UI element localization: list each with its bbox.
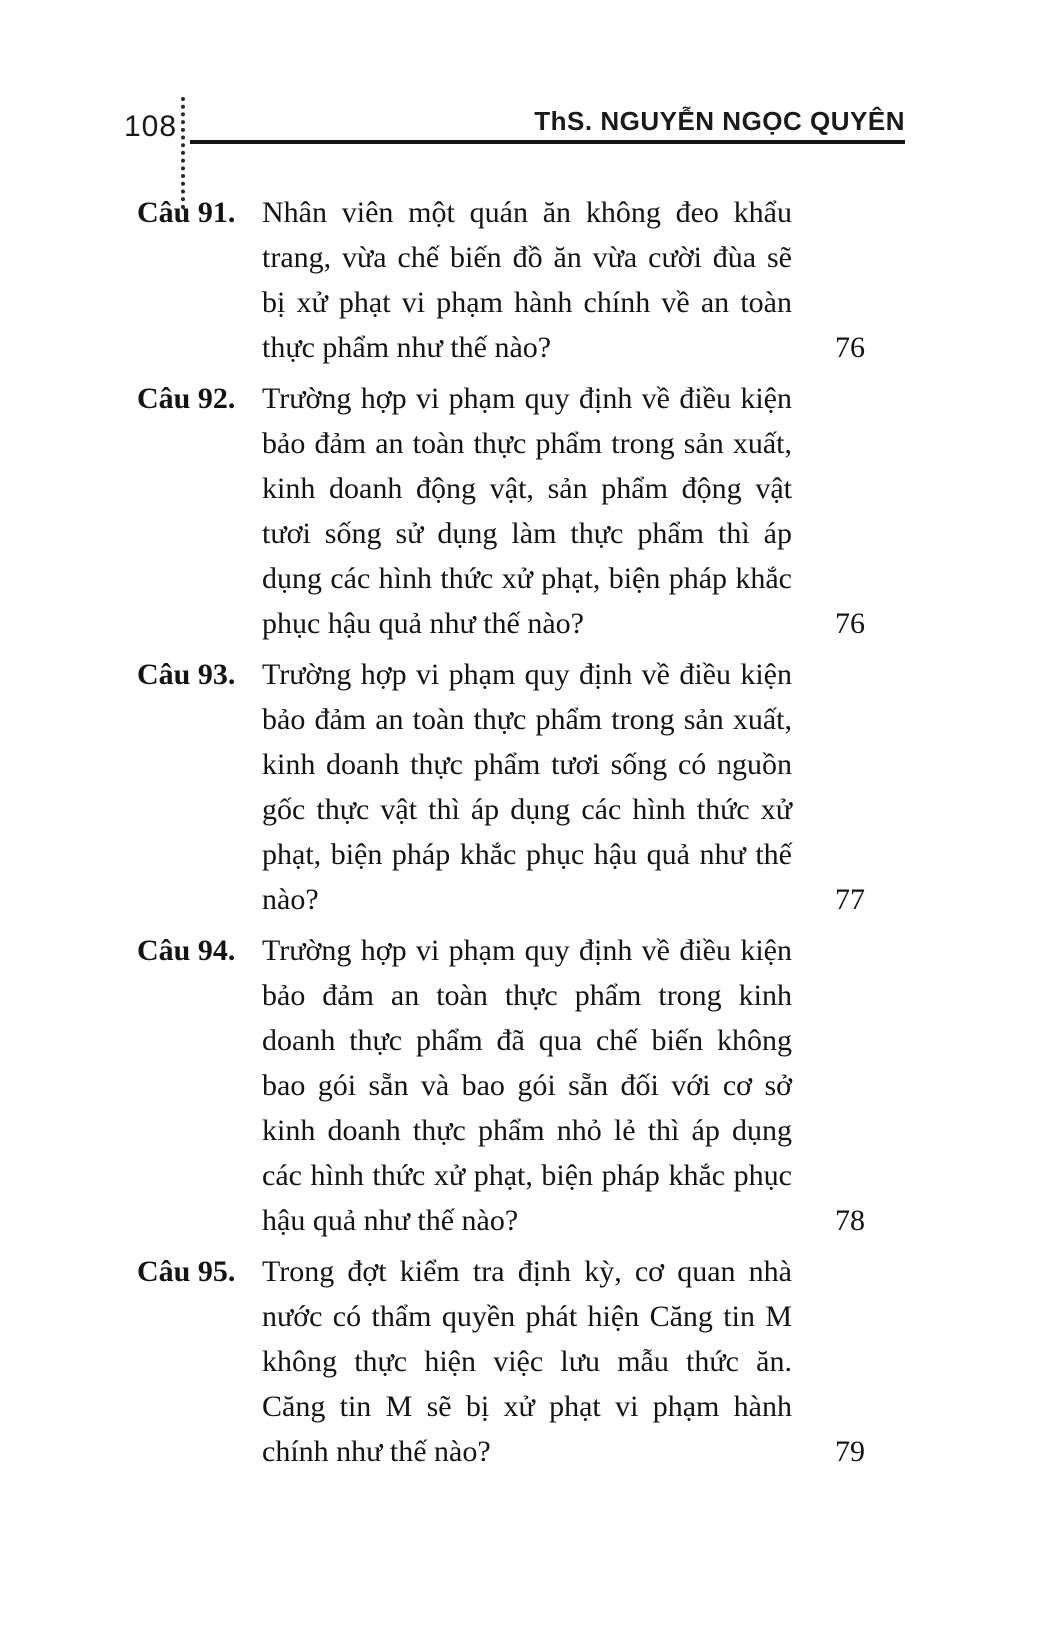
page-number: 108	[124, 110, 178, 143]
toc-entry-cau-92	[137, 376, 865, 646]
entry-label: Câu 94.	[137, 934, 236, 967]
toc-entry-cau-94	[137, 928, 865, 1243]
toc-entry-cau-91	[137, 190, 865, 370]
toc-list	[137, 190, 865, 1480]
entry-label: Câu 93.	[137, 658, 236, 691]
entry-page-ref: 77	[835, 883, 865, 916]
entry-page-ref: 76	[835, 607, 865, 640]
entry-label: Câu 95.	[137, 1255, 236, 1288]
entry-text: Trường hợp vi phạm quy định về điều kiện bảo đảm an toàn thực phẩm trong sản xuất, kinh doanh động vật, sản phẩm động vật tươi sống sử dụng làm thực phẩm thì áp dụng các hình thức xử phạt, biện pháp khắc phục hậu quả như thế nào?	[262, 382, 792, 640]
entry-label: Câu 92.	[137, 382, 236, 415]
entry-page-ref: 76	[835, 331, 865, 364]
entry-label: Câu 91.	[137, 196, 236, 229]
running-header-author: ThS. NGUYỄN NGỌC QUYÊN	[534, 106, 905, 136]
header-rule	[190, 140, 905, 144]
entry-page-ref: 79	[835, 1435, 865, 1468]
entry-text: Trường hợp vi phạm quy định về điều kiện bảo đảm an toàn thực phẩm trong kinh doanh thực phẩm đã qua chế biến không bao gói sẵn và bao gói sẵn đối với cơ sở kinh doanh thực phẩm nhỏ lẻ thì áp dụng các hình thức xử phạt, biện pháp khắc phục hậu quả như thế nào?	[262, 934, 792, 1237]
toc-entry-cau-95	[137, 1249, 865, 1474]
entry-text: Trường hợp vi phạm quy định về điều kiện bảo đảm an toàn thực phẩm trong sản xuất, kinh doanh thực phẩm tươi sống có nguồn gốc thực vật thì áp dụng các hình thức xử phạt, biện pháp khắc phục hậu quả như thế nào?	[262, 658, 792, 916]
entry-text: Trong đợt kiểm tra định kỳ, cơ quan nhà nước có thẩm quyền phát hiện Căng tin M không thực hiện việc lưu mẫu thức ăn. Căng tin M sẽ bị xử phạt vi phạm hành chính như thế nào?	[262, 1255, 792, 1468]
entry-text: Nhân viên một quán ăn không đeo khẩu trang, vừa chế biến đồ ăn vừa cười đùa sẽ bị xử phạt vi phạm hành chính về an toàn thực phẩm như thế nào?	[262, 196, 792, 364]
toc-entry-cau-93	[137, 652, 865, 922]
entry-page-ref: 78	[835, 1204, 865, 1237]
